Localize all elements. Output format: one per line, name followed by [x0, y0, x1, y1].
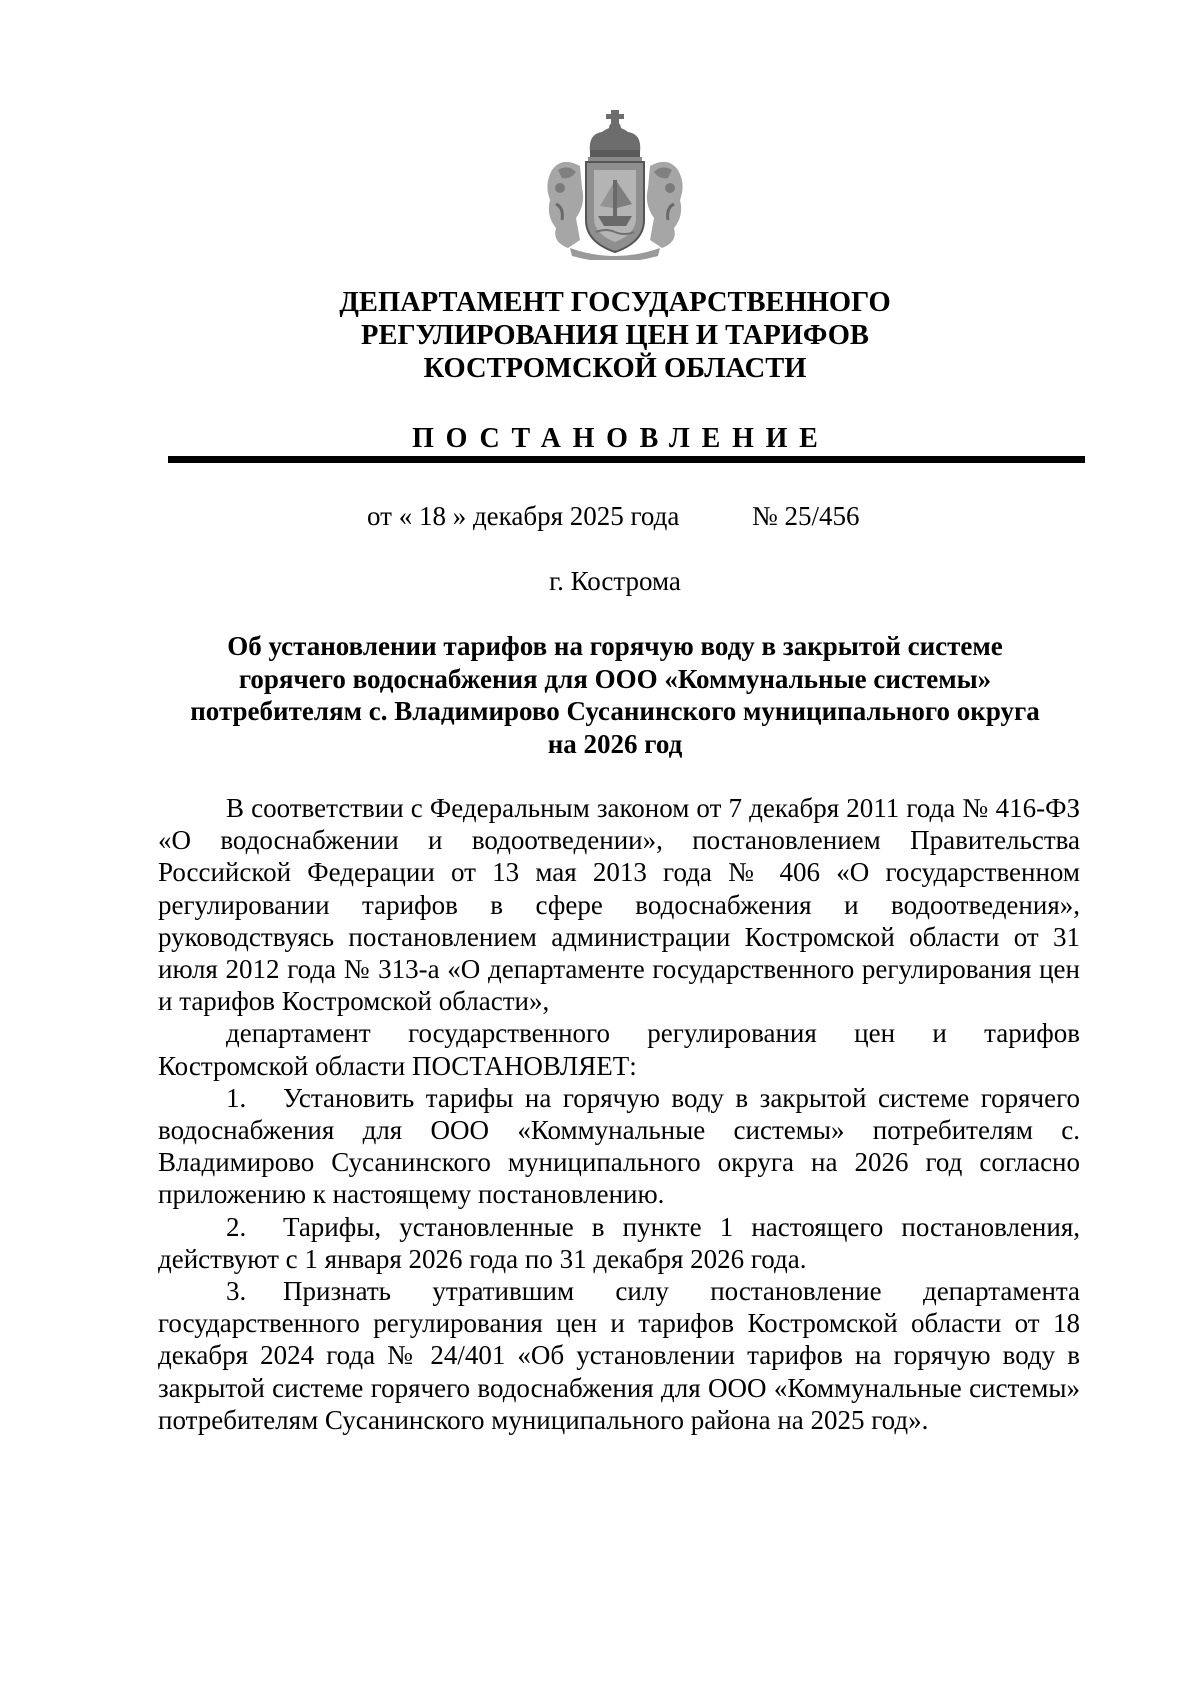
subject-line: Об установлении тарифов на горячую воду в закрытой системе: [227, 631, 1003, 661]
resolves-paragraph: департамент государственного регулирования цен и тарифов Костромской области ПОСТАНОВЛЯЕТ:: [158, 1018, 1080, 1081]
department-line: ДЕПАРТАМЕНТ ГОСУДАРСТВЕННОГО: [339, 287, 891, 318]
coat-of-arms-icon: [540, 108, 690, 260]
item-number: 2.: [226, 1211, 247, 1242]
numbered-item: [158, 1211, 1080, 1275]
numbered-item: [158, 1082, 1080, 1211]
subject-line: потребителям с. Владимирово Сусанинского муниципального округа: [190, 696, 1040, 726]
subject-line: на 2026 год: [547, 728, 683, 759]
document-subject: [150, 630, 1080, 760]
department-line: КОСТРОМСКОЙ ОБЛАСТИ: [423, 353, 807, 384]
document-number: № 25/456: [752, 501, 860, 531]
document-date: от « 18 » декабря 2025 года: [367, 501, 680, 531]
document-city: г. Кострома: [549, 566, 681, 596]
header-divider: [168, 456, 1085, 463]
item-text: Признать утратившим силу постановление департамента государственного регулирования цен и тарифов Костромской области от 18 декабря 2024 года № 24/401 «Об установлении тарифов на горячую воду в закрытой системе горячего водоснабжения для ООО «Коммунальные системы» потребителям Сусанинского муниципального района на 2025 год».: [158, 1276, 1080, 1435]
numbered-item: [158, 1275, 1080, 1436]
item-number: 3.: [226, 1276, 247, 1307]
preamble-paragraph: В соответствии с Федеральным законом от 7 декабря 2011 года № 416-ФЗ «О водоснабжении и водоотведении», постановлением Правительства Российской Федерации от 13 мая 2013 года № 406 «О государственном регулировании тарифов в сфере водоснабжения и водоотведения», руководствуясь постановлением администрации Костромской области от 31 июля 2012 года № 313-а «О департаменте государственного регулирования цен и тарифов Костромской области»,: [158, 793, 1080, 1017]
subject-line: горячего водоснабжения для ООО «Коммунальные системы»: [238, 663, 992, 694]
department-name: [150, 286, 1080, 385]
department-line: РЕГУЛИРОВАНИЯ ЦЕН И ТАРИФОВ: [361, 320, 869, 351]
item-text: Тарифы, установленные в пункте 1 настоящего постановления, действуют с 1 января 2026 года по 31 декабря 2026 года.: [158, 1211, 1080, 1274]
item-number: 1.: [226, 1082, 247, 1113]
item-text: Установить тарифы на горячую воду в закрытой системе горячего водоснабжения для ООО «Коммунальные системы» потребителям с. Владимирово Сусанинского муниципального округа на 2026 год согласно приложению к настоящему постановлению.: [158, 1082, 1080, 1210]
document-body: [158, 792, 1080, 1436]
document-type-title: ПОСТАНОВЛЕНИЕ: [412, 423, 830, 454]
